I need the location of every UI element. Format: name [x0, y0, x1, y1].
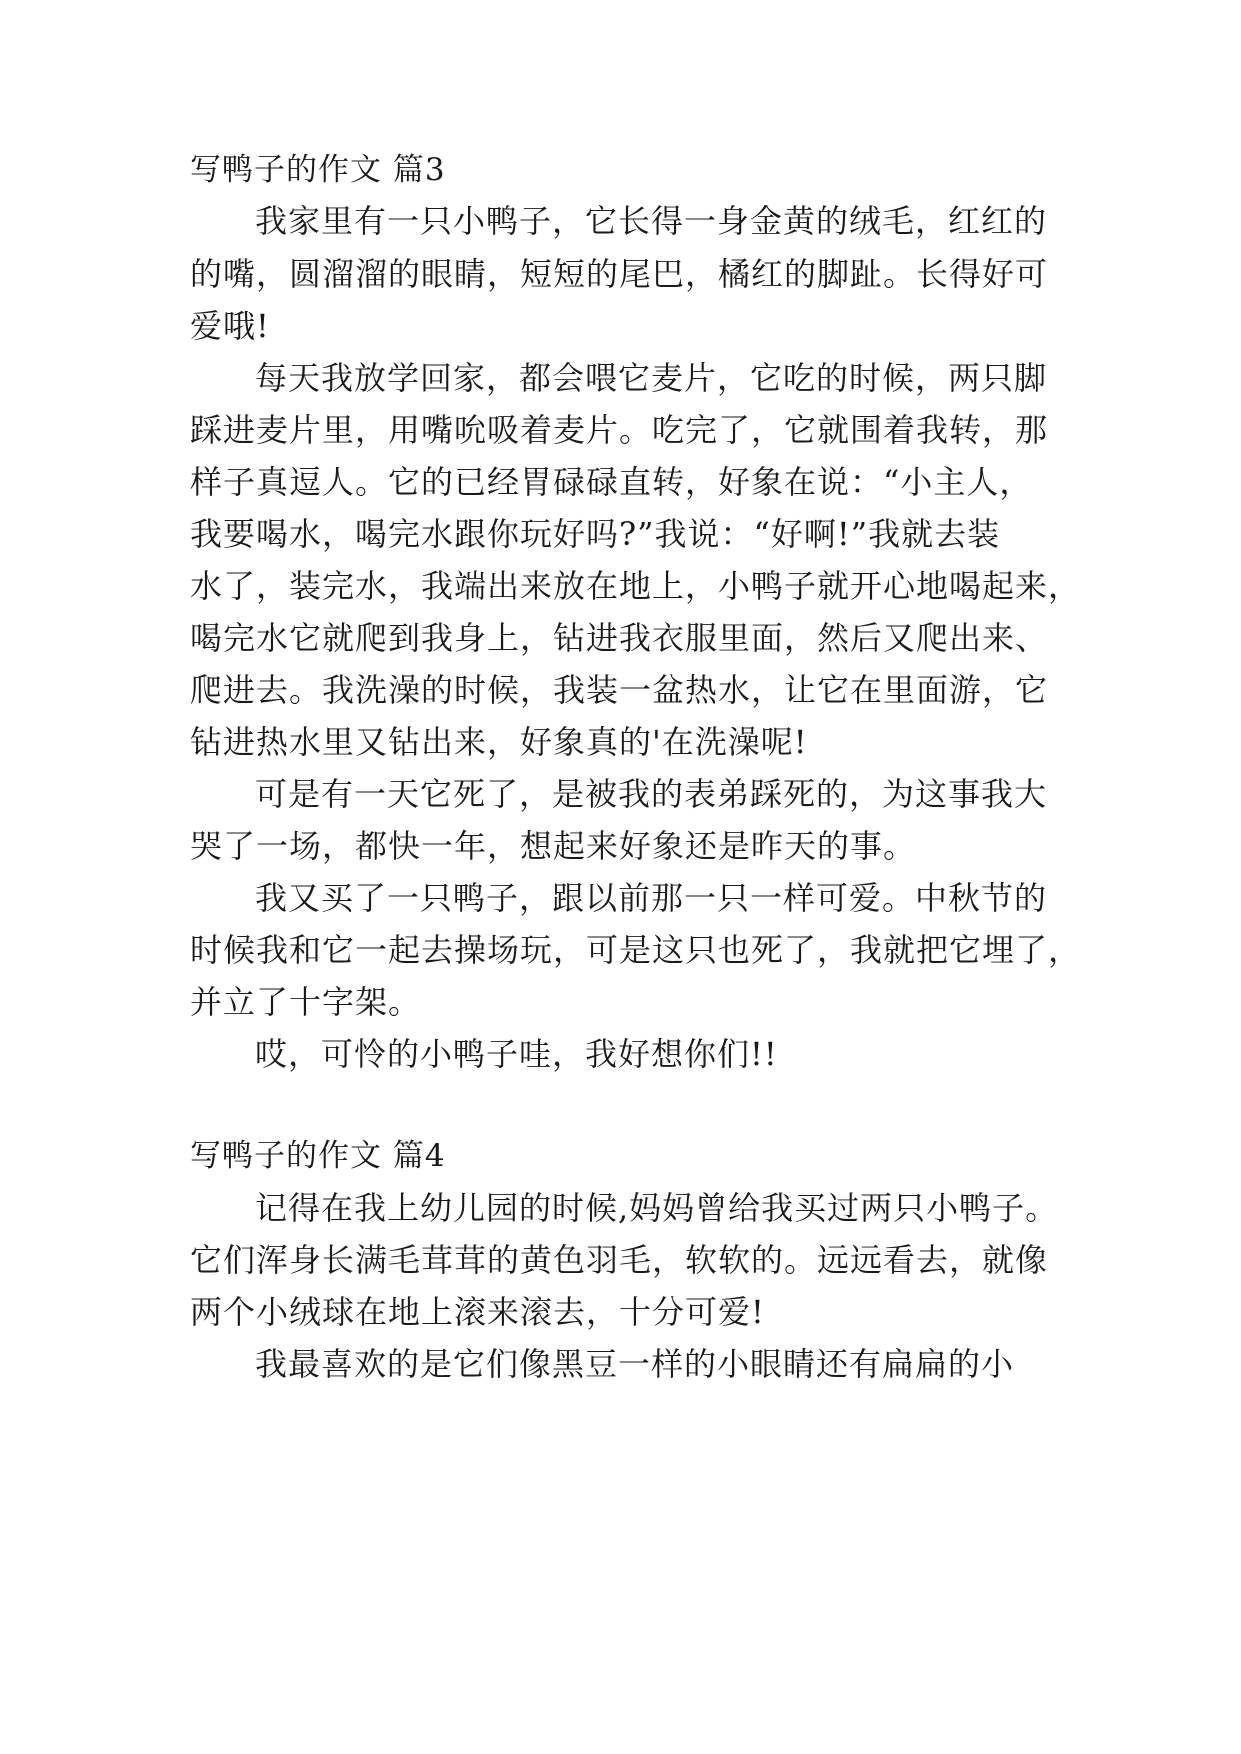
paragraph-line: 可是有一天它死了，是被我的表弟踩死的，为这事我大: [255, 775, 1048, 813]
paragraph-line: 喝完水它就爬到我身上，钻进我衣服里面，然后又爬出来、: [190, 619, 1049, 657]
section-heading: 写鸭子的作文 篇4: [190, 1138, 446, 1174]
paragraph-line: 我家里有一只小鸭子，它长得一身金黄的绒毛，红红的: [255, 202, 1048, 240]
paragraph-line: 的嘴，圆溜溜的眼睛，短短的尾巴，橘红的脚趾。长得好可: [190, 255, 1049, 293]
paragraph-line: 踩进麦片里，用嘴吮吸着麦片。吃完了，它就围着我转，那: [190, 411, 1049, 449]
paragraph-line: 我又买了一只鸭子，跟以前那一只一样可爱。中秋节的: [255, 879, 1048, 917]
paragraph-line: 爬进去。我洗澡的时候，我装一盆热水，让它在里面游，它: [190, 671, 1049, 709]
paragraph-line: 时候我和它一起去操场玩，可是这只也死了，我就把它埋了，: [190, 931, 1082, 969]
paragraph-line: 哎，可怜的小鸭子哇，我好想你们!!: [255, 1035, 778, 1073]
paragraph-line: 每天我放学回家，都会喂它麦片，它吃的时候，两只脚: [255, 359, 1048, 397]
paragraph-line: 水了，装完水，我端出来放在地上，小鸭子就开心地喝起来，: [190, 567, 1082, 605]
paragraph-line: 它们浑身长满毛茸茸的黄色羽毛，软软的。远远看去，就像: [190, 1241, 1049, 1279]
section-heading: 写鸭子的作文 篇3: [190, 152, 446, 188]
paragraph-line: 样子真逗人。它的已经胃碌碌直转，好象在说：“小主人，: [190, 463, 1033, 501]
paragraph-line: 爱哦!: [190, 307, 270, 345]
paragraph-line: 并立了十字架。: [190, 983, 422, 1021]
paragraph-line: 两个小绒球在地上滚来滚去，十分可爱!: [190, 1293, 765, 1331]
paragraph-line: 我要喝水，喝完水跟你玩好吗?”我说：“好啊!”我就去装: [190, 515, 1001, 553]
paragraph-line: 记得在我上幼儿园的时候,妈妈曾给我买过两只小鸭子。: [255, 1189, 1059, 1227]
paragraph-line: 哭了一场，都快一年，想起来好象还是昨天的事。: [190, 827, 917, 865]
paragraph-line: 钻进热水里又钻出来，好象真的'在洗澡呢!: [190, 723, 808, 761]
paragraph-line: 我最喜欢的是它们像黑豆一样的小眼睛还有扁扁的小: [255, 1345, 1015, 1383]
